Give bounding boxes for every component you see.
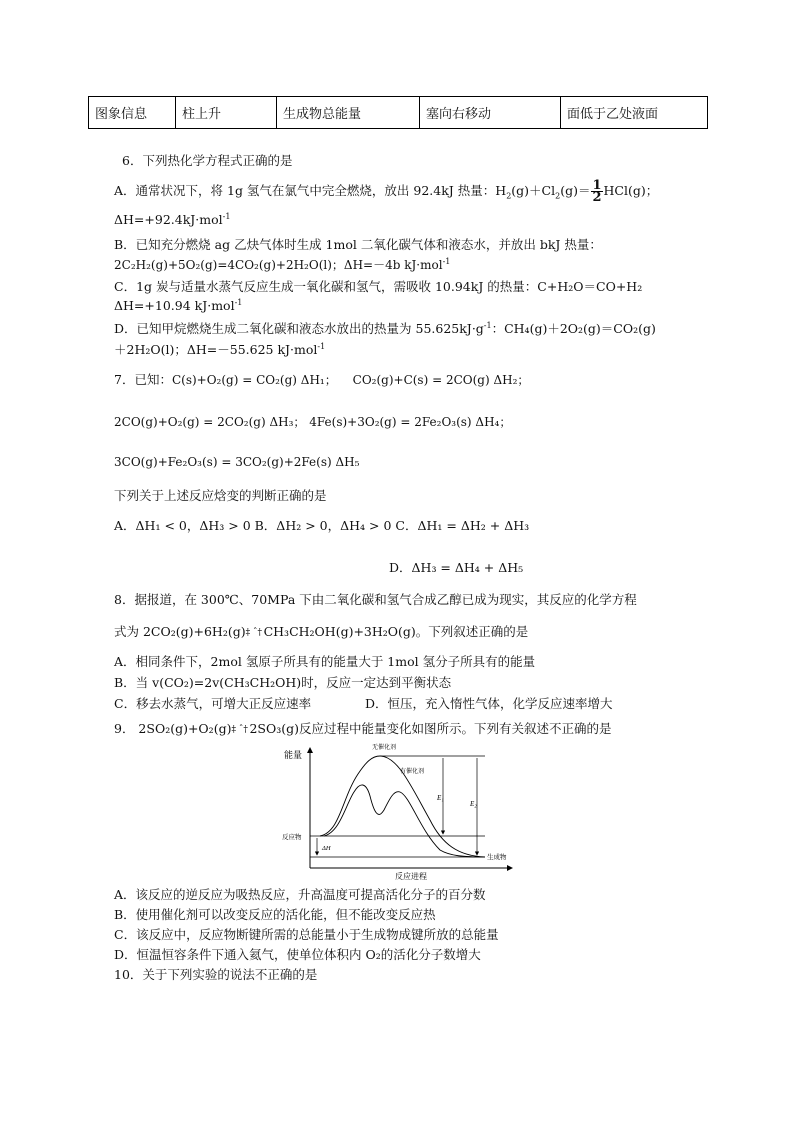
y-axis-label: 能量 (284, 750, 303, 760)
q6-option-a-eq-mid2: (g)＝ (560, 183, 591, 198)
q9-option-c: C．该反应中，反应物断键所需的总能量小于生成物成键所放的总能量 (114, 927, 499, 942)
dh-label: ΔH (322, 845, 331, 852)
q7-line2 (114, 413, 511, 430)
q6-fraction-numerator: 1 (592, 178, 602, 193)
q9-option-b: B．使用催化剂可以改变反应的活化能，但不能改变反应热 (114, 907, 436, 922)
q6-option-a-eq-mid: (g)＋Cl (511, 183, 556, 198)
q7-line1 (114, 370, 529, 388)
exponent: -1 (442, 257, 451, 266)
q6-option-a-dh-text: ΔH=+92.4kJ·mol (114, 212, 223, 227)
q8-stem-line1: 8．据报道，在 300℃、70MPa 下由二氧化碳和氢气合成乙醇已成为现实，其反应的化学方程 (114, 592, 637, 607)
q9-stem-eq-right: 2SO₃(g)反应过程中能量变化如图所示。下列有关叙述不正确的是 (249, 721, 612, 736)
q6-option-d (114, 319, 656, 337)
q6-option-d-eq: ：CH₄(g)＋2O₂(g)＝CO₂(g) (491, 321, 656, 336)
q10-stem: 10．关于下列实验的说法不正确的是 (114, 967, 318, 982)
with-catalyst-label: 有催化剂 (400, 769, 425, 775)
products-label: 生成物 (487, 854, 507, 861)
q6-option-c-dh-text: ΔH=+10.94 kJ·mol (114, 298, 235, 313)
q8-stem-eq-left: 式为 2CO₂(g)+6H₂(g) (114, 624, 246, 639)
q7-eq2: CO₂(g)+C(s) = 2CO(g) ΔH₂； (352, 373, 530, 387)
q8-stem-eq-right: CH₃CH₂OH(g)+3H₂O(g)。下列叙述正确的是 (263, 624, 529, 639)
q7-eq3: 2CO(g)+O₂(g) = 2CO₂(g) ΔH₃； (114, 415, 306, 429)
table-cell: 图象信息 (89, 97, 176, 129)
q8-option-a: A．相同条件下，2mol 氢原子所具有的能量大于 1mol 氢分子所具有的能量 (114, 654, 536, 669)
q6-fraction (591, 180, 602, 203)
reactants-label: 反应物 (282, 834, 302, 841)
q6-option-d-eq2-text: ＋2H₂O(l)；ΔH=－55.625 kJ·mol (114, 342, 318, 357)
q6-option-d-eq2 (114, 340, 325, 358)
q8-option-d: D．恒压，充入惰性气体，化学反应速率增大 (365, 696, 613, 711)
q7-eq5: 3CO(g)+Fe₂O₃(s) = 3CO₂(g)+2Fe(s) ΔH₅ (114, 455, 360, 469)
q9-option-a: A．该反应的逆反应为吸热反应，升高温度可提高活化分子的百分数 (114, 887, 486, 902)
exponent: -1 (222, 211, 231, 221)
exponent: -1 (234, 297, 243, 307)
q8-option-c: C．移去水蒸气，可增大正反应速率 (114, 696, 312, 711)
q6-option-c-dh (114, 298, 242, 313)
q6-option-a-text: A．通常状况下，将 1g 氢气在氯气中完全燃烧，放出 92.4kJ 热量：H (114, 183, 507, 198)
q7-eq1: C(s)+O₂(g) = CO₂(g) ΔH₁； (171, 373, 337, 387)
exponent: -1 (483, 320, 492, 330)
equilibrium-arrow-icon: ‡ ˆ† (231, 724, 248, 735)
q6-option-a: A．通常状况下，将 1g 氢气在氯气中完全燃烧，放出 92.4kJ 热量：$H_2(g)+Cl_2(g)=$ $\frac{1}{2}$ HCl(g)； (114, 178, 659, 205)
e1-label: E₁ (437, 794, 444, 802)
exponent: -1 (317, 341, 326, 351)
q9-stem-eq-left: 9． 2SO₂(g)+O₂(g) (114, 721, 232, 736)
q6-option-b-eq-text: 2C₂H₂(g)+5O₂(g)=4CO₂(g)+2H₂O(l)；ΔH=－4b kJ·mol (114, 258, 443, 272)
q6-fraction-denominator: 2 (592, 190, 602, 205)
q7-stem-prefix: 7．已知： (114, 372, 172, 387)
q8-option-b: B．当 v(CO₂)=2v(CH₃CH₂OH)时，反应一定达到平衡状态 (114, 675, 452, 690)
q7-options-abc: A．ΔH₁ < 0，ΔH₃ > 0 B．ΔH₂ > 0，ΔH₄ > 0 C．ΔH₁ = ΔH₂ + ΔH₃ (114, 518, 530, 533)
q7-question: 下列关于上述反应焓变的判断正确的是 (114, 488, 327, 503)
q6-option-b-eq (114, 256, 450, 273)
q6-option-a-dh (114, 212, 230, 227)
q6-option-c: C．1g 炭与适量水蒸气反应生成一氧化碳和氢气，需吸收 10.94kJ 的热量：C+H₂O＝CO+H₂ (114, 279, 643, 294)
energy-diagram (280, 740, 520, 880)
q6-option-a-eq-end: HCl(g)； (603, 183, 659, 198)
q9-option-d: D．恒温恒容条件下通入氦气，使单位体积内 O₂的活化分子数增大 (114, 947, 481, 962)
table-row (89, 97, 708, 129)
x-axis-label: 反应进程 (395, 872, 427, 880)
e2-label: E₂ (470, 800, 477, 808)
table-cell: 柱上升 (176, 97, 277, 129)
table-cell: 面低于乙处液面 (561, 97, 708, 129)
q7-option-d: D．ΔH₃ = ΔH₄ + ΔH₅ (389, 560, 524, 575)
q8-stem-line2 (114, 622, 528, 640)
equilibrium-arrow-icon: ‡ ˆ† (245, 627, 262, 638)
catalyzed-curve (324, 785, 485, 857)
table-cell: 生成物总能量 (277, 97, 420, 129)
q6-option-d-text: D．已知甲烷燃烧生成二氧化碳和液态水放出的热量为 55.625kJ·g (114, 321, 484, 336)
no-catalyst-label: 无催化剂 (372, 745, 397, 751)
q6-option-b: B．已知充分燃烧 ag 乙炔气体时生成 1mol 二氧化碳气体和液态水，并放出 bkJ 热量： (114, 237, 602, 252)
info-table (88, 96, 708, 129)
q7-eq4: 4Fe(s)+3O₂(g) = 2Fe₂O₃(s) ΔH₄； (309, 415, 512, 429)
q9-stem (114, 719, 611, 737)
q6-stem: 6．下列热化学方程式正确的是 (122, 153, 293, 168)
table-cell: 塞向右移动 (420, 97, 561, 129)
